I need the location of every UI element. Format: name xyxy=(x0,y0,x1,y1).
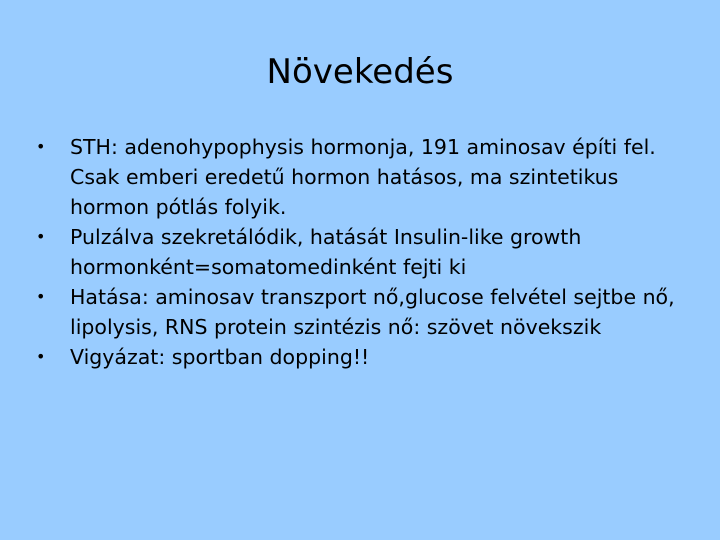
bullet-text: Pulzálva szekretálódik, hatását Insulin-like growth hormonként=somatomedinként fejti ki xyxy=(70,225,582,279)
slide-title: Növekedés xyxy=(266,52,454,92)
bullet-dot-icon: • xyxy=(36,287,46,306)
bullet-dot-icon: • xyxy=(36,137,46,156)
bullet-dot-icon: • xyxy=(36,347,46,366)
bullet-item xyxy=(36,132,696,222)
bullet-dot-icon: • xyxy=(36,227,46,246)
bullet-text: Hatása: aminosav transzport nő,glucose felvétel sejtbe nő, lipolysis, RNS protein szintézis nő: szövet növekszik xyxy=(70,285,675,339)
bullet-list xyxy=(36,132,696,372)
bullet-text: STH: adenohypophysis hormonja, 191 aminosav építi fel. Csak emberi eredetű hormon hatásos, ma szintetikus hormon pótlás folyik. xyxy=(70,135,656,219)
bullet-text: Vigyázat: sportban dopping!! xyxy=(70,345,370,369)
bullet-item xyxy=(36,282,696,342)
bullet-item xyxy=(36,222,696,282)
bullet-item xyxy=(36,342,696,372)
